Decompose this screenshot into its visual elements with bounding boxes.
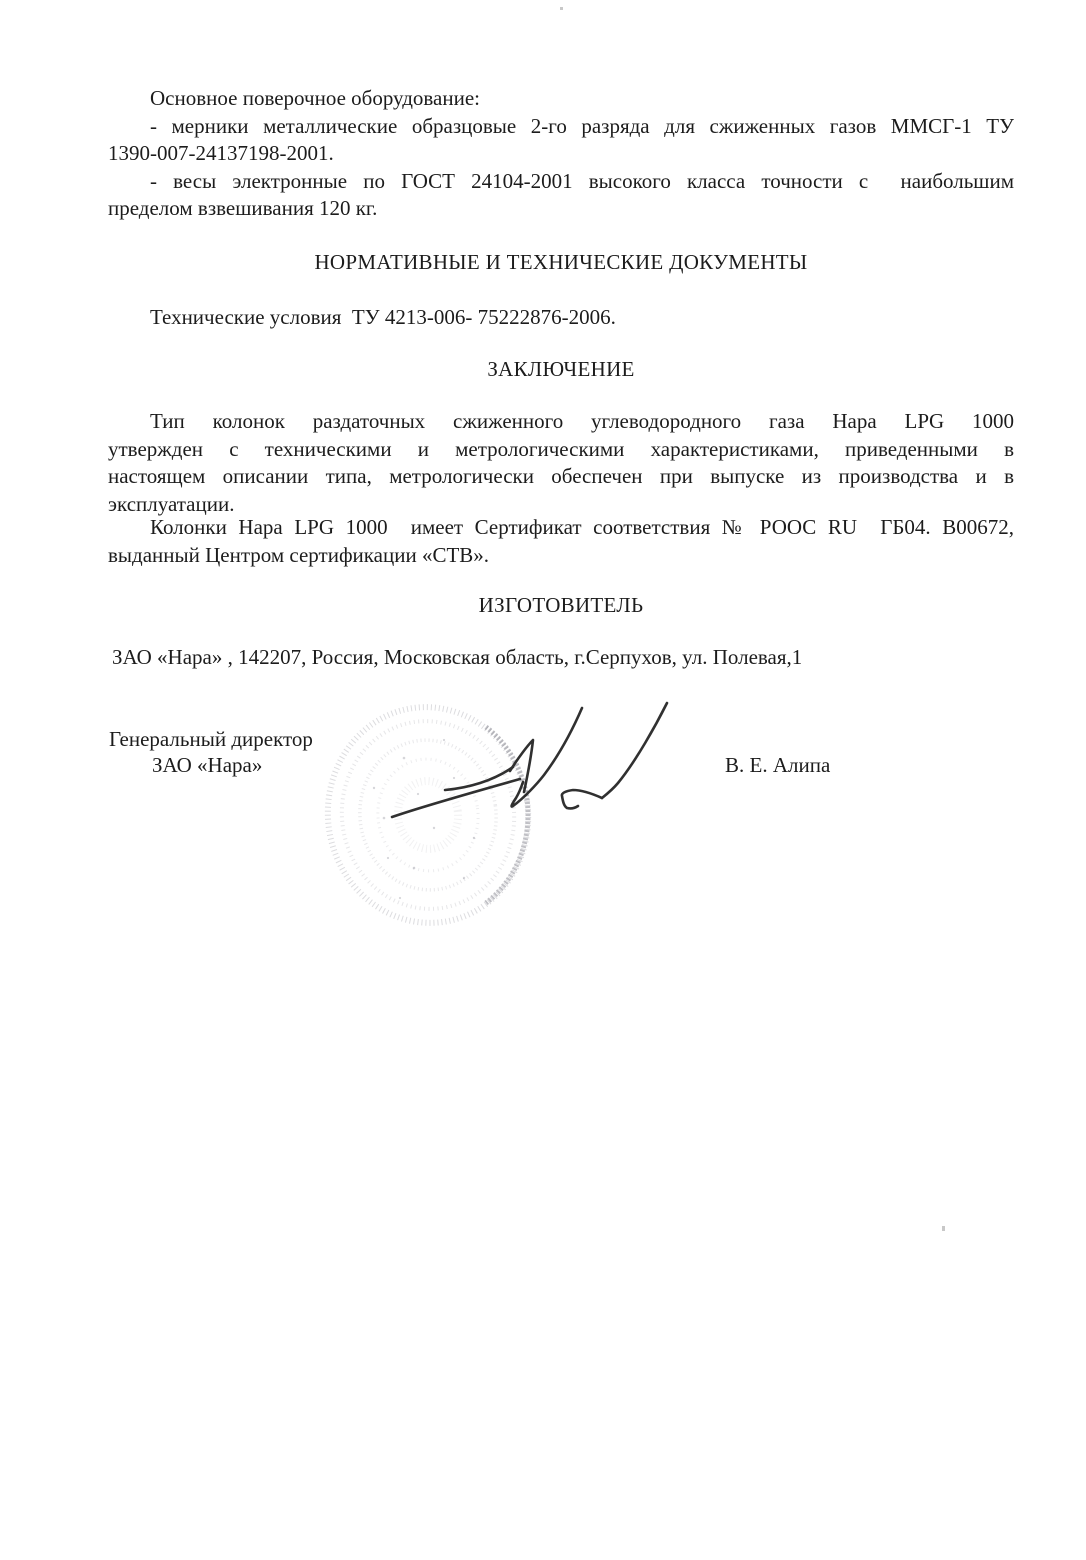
scan-speck <box>560 7 563 10</box>
equipment-intro-line: Основное поверочное оборудование: <box>150 86 481 110</box>
signer-name: В. Е. Алипа <box>725 753 831 777</box>
equipment-vesy-line2: пределом взвешивания 120 кг. <box>108 196 378 220</box>
equipment-paragraph <box>108 85 1014 223</box>
scan-speck <box>942 1226 945 1231</box>
section-heading-manufacturer: ИЗГОТОВИТЕЛЬ <box>478 593 644 617</box>
conclusion-line1: Тип колонок раздаточных сжиженного углеводородного газа Нара LPG 1000 <box>150 409 1014 433</box>
conclusion-line2: утвержден с техническими и метрологическими характеристиками, приведенными в <box>108 436 1014 461</box>
section-heading-conclusion: ЗАКЛЮЧЕНИЕ <box>487 357 635 381</box>
certificate-line2: выданный Центром сертификации «СТВ». <box>108 542 490 567</box>
tu-line: Технические условия ТУ 4213-006- 75222876-2006. <box>150 305 616 329</box>
conclusion-line4: эксплуатации. <box>108 491 235 516</box>
signer-title-line2: ЗАО «Нара» <box>152 753 263 777</box>
signature-strokes <box>392 703 667 817</box>
manufacturer-address-line: ЗАО «Нара» , 142207, Россия, Московская область, г.Серпухов, ул. Полевая,1 <box>112 645 803 669</box>
signer-title-line1: Генеральный директор <box>109 727 313 751</box>
certificate-paragraph <box>108 514 1014 569</box>
certificate-line1: Колонки Нара LPG 1000 имеет Сертификат соответствия № РООС RU ГБ04. В00672, <box>150 515 1014 539</box>
section-heading-normative-docs: НОРМАТИВНЫЕ И ТЕХНИЧЕСКИЕ ДОКУМЕНТЫ <box>314 250 808 274</box>
equipment-merniki-line1: - мерники металлические образцовые 2-го разряда для сжиженных газов ММСГ-1 ТУ <box>150 113 1014 138</box>
conclusion-line3: настоящем описании типа, метрологически обеспечен при выпуске из производства и в <box>108 464 1014 488</box>
equipment-vesy-line1: - весы электронные по ГОСТ 24104-2001 высокого класса точности с наибольшим <box>150 168 1014 193</box>
tu-paragraph <box>108 304 1014 332</box>
equipment-merniki-line2: 1390-007-24137198-2001. <box>108 141 334 165</box>
conclusion-paragraph <box>108 408 1014 518</box>
signature <box>378 693 693 838</box>
